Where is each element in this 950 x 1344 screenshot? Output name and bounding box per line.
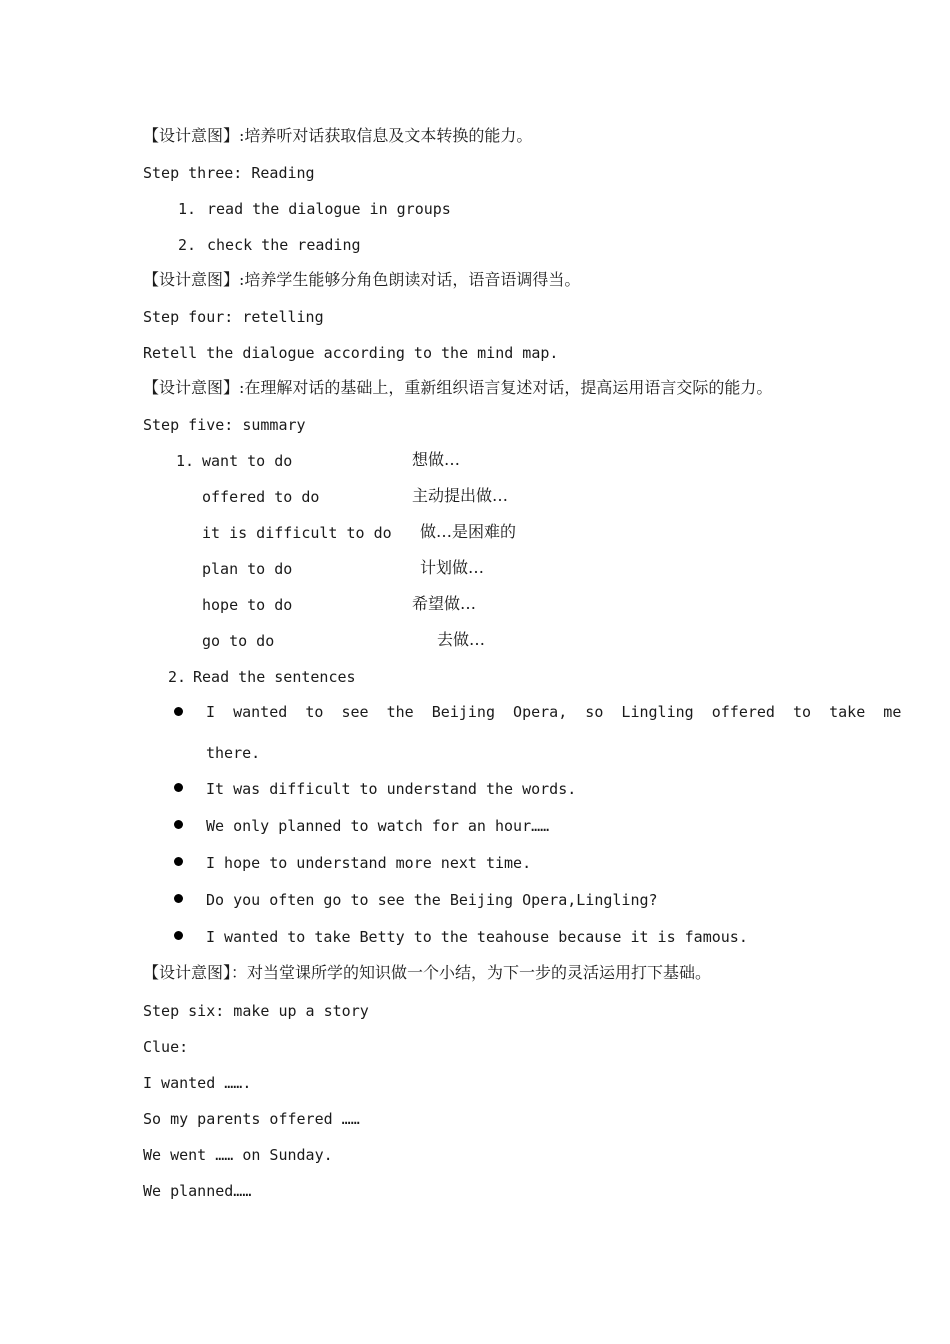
phrase-chinese: 做…是困难的 — [420, 522, 517, 541]
clue-label: Clue: — [143, 1038, 189, 1056]
sentence-5: Do you often go to see the Beijing Opera,Lingling? — [206, 891, 658, 909]
phrase-chinese: 想做… — [412, 450, 461, 469]
step-three-item-1: read the dialogue in groups — [207, 200, 451, 218]
phrase-english: want to do — [202, 452, 293, 470]
sentence-1-continuation: there. — [206, 744, 261, 762]
clue-line-1: I wanted ……. — [143, 1074, 261, 1092]
sentence-4: I hope to understand more next time. — [206, 854, 532, 872]
summary-number-2: 2. — [168, 668, 187, 686]
design-intent-2: 【设计意图】:培养学生能够分角色朗读对话，语音语调得当。 — [143, 270, 581, 289]
design-intent-3: 【设计意图】:在理解对话的基础上，重新组织语言复述对话，提高运用语言交际的能力。 — [143, 378, 773, 397]
sentence-1: I wanted to see the Beijing Opera, so Lingling offered to take me — [206, 703, 902, 721]
clue-line-2: So my parents offered …… — [143, 1110, 360, 1128]
step-three-item-2: check the reading — [207, 236, 361, 254]
sentence-3: We only planned to watch for an hour…… — [206, 817, 550, 835]
step-six-heading: Step six: make up a story — [143, 1002, 369, 1020]
step-three-heading: Step three: Reading — [143, 164, 315, 182]
clue-line-3: We went …… on Sunday. — [143, 1146, 333, 1164]
phrase-chinese: 希望做… — [412, 594, 477, 613]
sentence-2: It was difficult to understand the words. — [206, 780, 577, 798]
sentence-6: I wanted to take Betty to the teahouse because it is famous. — [206, 928, 748, 946]
bullet-icon — [174, 783, 183, 792]
phrase-english: plan to do — [202, 560, 293, 578]
phrase-english: go to do — [202, 632, 275, 650]
step-four-heading: Step four: retelling — [143, 308, 324, 326]
bullet-icon — [174, 820, 183, 829]
step-three-item-2-number: 2. — [178, 236, 197, 254]
design-intent-4: 【设计意图】：对当堂课所学的知识做一个小结，为下一步的灵活运用打下基础。 — [143, 963, 712, 982]
bullet-icon — [174, 707, 183, 716]
phrase-english: it is difficult to do — [202, 524, 392, 542]
phrase-chinese: 主动提出做… — [412, 486, 509, 505]
read-sentences-title: Read the sentences — [193, 668, 356, 686]
step-four-text: Retell the dialogue according to the mind map. — [143, 344, 559, 362]
bullet-icon — [174, 931, 183, 940]
bullet-icon — [174, 894, 183, 903]
design-intent-1: 【设计意图】:培养听对话获取信息及文本转换的能力。 — [143, 126, 533, 145]
phrase-chinese: 计划做… — [420, 558, 485, 577]
clue-line-4: We planned…… — [143, 1182, 252, 1200]
summary-number-1: 1. — [176, 452, 195, 470]
step-three-item-1-number: 1. — [178, 200, 197, 218]
phrase-english: hope to do — [202, 596, 293, 614]
phrase-chinese: 去做… — [437, 630, 486, 649]
step-five-heading: Step five: summary — [143, 416, 306, 434]
phrase-english: offered to do — [202, 488, 320, 506]
bullet-icon — [174, 857, 183, 866]
